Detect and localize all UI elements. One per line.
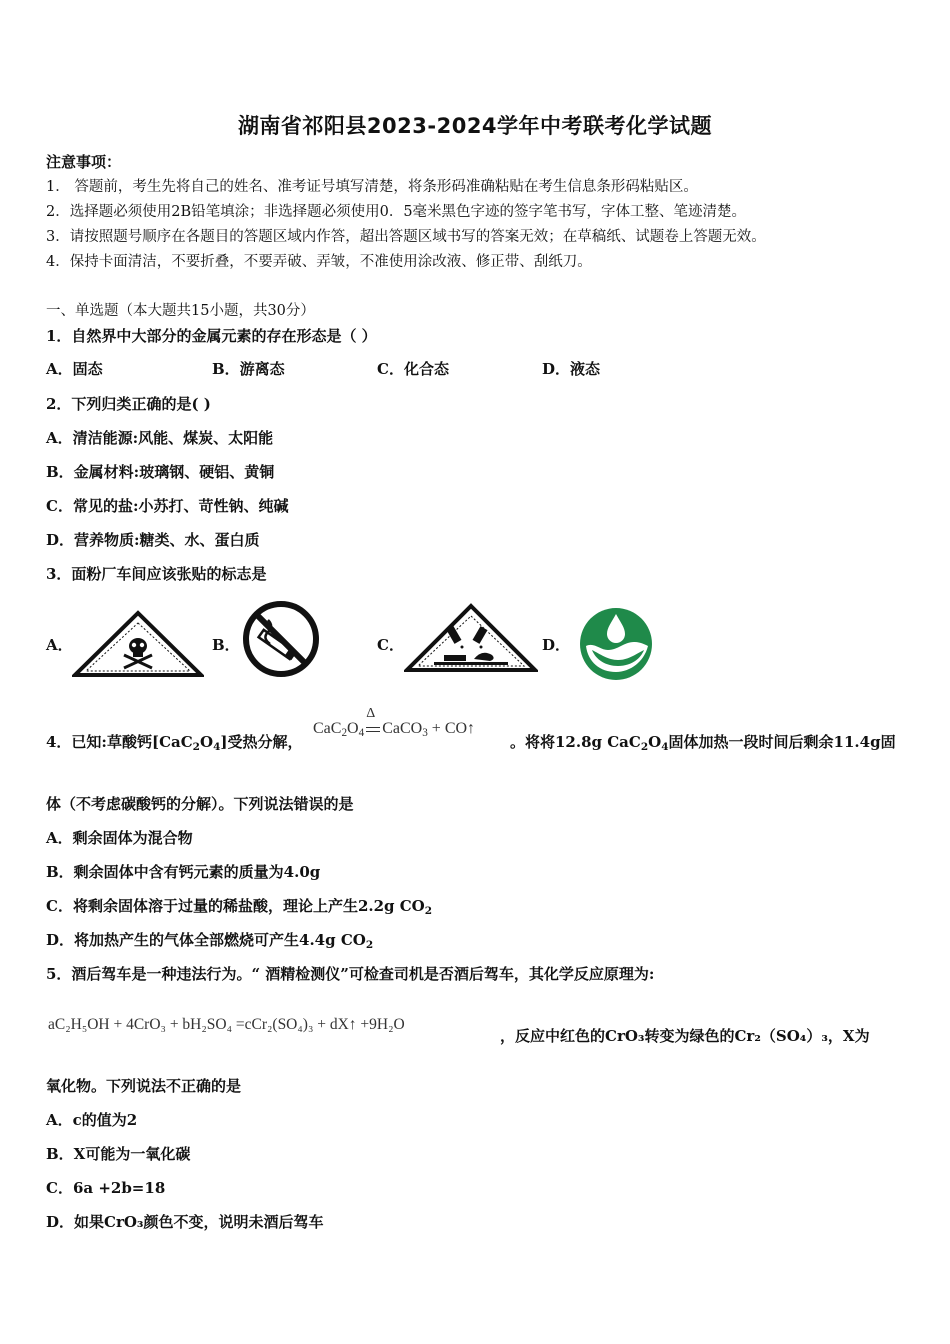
q4-option-a: A．剩余固体为混合物 — [46, 829, 193, 847]
q4-option-d: D．将加热产生的气体全部燃烧可产生4.4g $CO_2$ — [46, 931, 374, 951]
section-heading: 一、单选题（本大题共15小题，共30分） — [46, 303, 315, 319]
q1-option-d: D．液态 — [542, 360, 601, 378]
q1-option-b: B．游离态 — [212, 360, 285, 378]
q2-option-a: A．清洁能源:风能、煤炭、太阳能 — [46, 429, 274, 447]
q2-option-b: B．金属材料:玻璃钢、硬铝、黄铜 — [46, 463, 275, 481]
notice-item: 4．保持卡面清洁，不要折叠，不要弄破、弄皱，不准使用涂改液、修正带、刮纸刀。 — [46, 254, 592, 270]
q2-option-d: D．营养物质:糖类、水、蛋白质 — [46, 531, 260, 549]
q5-option-c: C．6a +2b=18 — [46, 1179, 166, 1197]
q5-stem: 5．酒后驾车是一种违法行为。“ 酒精检测仪”可检查司机是否酒后驾车，其化学反应原理为: — [46, 965, 655, 983]
q1-stem: 1．自然界中大部分的金属元素的存在形态是（ ） — [46, 327, 377, 345]
q4-stem-line2: 体（不考虑碳酸钙的分解）。下列说法错误的是 — [46, 795, 354, 813]
notice-item: 3．请按照题号顺序在各题目的答题区域内作答，超出答题区域书写的答案无效；在草稿纸、试题卷上答题无效。 — [46, 229, 766, 245]
q2-stem: 2．下列归类正确的是( ) — [46, 395, 211, 413]
q5-stem-after-equation: ，反应中红色的CrO₃转变为绿色的Cr₂（SO₄）₃，X为 — [500, 1027, 870, 1045]
q5-option-b: B．X可能为一氧化碳 — [46, 1145, 191, 1163]
q4-stem-prefix: 4．已知:草酸钙$[CaC_2O_4]$受热分解， — [46, 733, 303, 753]
q5-option-d: D．如果CrO₃颜色不变，说明未酒后驾车 — [46, 1213, 324, 1231]
notice-item: 2．选择题必须使用2B铅笔填涂；非选择题必须使用0．5毫米黑色字迹的签字笔书写，字体工整、笔迹清楚。 — [46, 204, 747, 220]
q2-option-c: C．常见的盐:小苏打、苛性钠、纯碱 — [46, 497, 289, 515]
q3-label-c: C． — [377, 636, 404, 654]
q3-stem: 3．面粉厂车间应该张贴的标志是 — [46, 565, 267, 583]
q4-option-b: B．剩余固体中含有钙元素的质量为4.0g — [46, 863, 321, 881]
q4-equation: $CaC_2O_4$ Δ CaCO$_3$ + CO↑ — [313, 706, 476, 739]
q4-option-c: C．将剩余固体溶于过量的稀盐酸，理论上产生2.2g $CO_2$ — [46, 897, 433, 917]
corrosive-warning-sign — [404, 603, 538, 673]
notice-heading: 注意事项： — [46, 153, 122, 171]
q5-equation: aC₂H₅OH + 4CrO₃ + bH₂SO₄ =cCr₂(SO₄)₃ + dX↑ +9H₂O — [48, 1016, 405, 1033]
page-title: 湖南省祁阳县2023-2024学年中考联考化学试题 — [237, 114, 713, 138]
q1-option-a: A．固态 — [46, 360, 103, 378]
q1-option-c: C．化合态 — [377, 360, 449, 378]
q3-label-a: A． — [46, 636, 73, 654]
q5-stem-line2: 氧化物。下列说法不正确的是 — [46, 1077, 242, 1095]
toxic-warning-sign — [72, 610, 204, 678]
q5-option-a: A．c的值为2 — [46, 1111, 138, 1129]
water-saving-sign — [578, 606, 654, 682]
notice-item: 1． 答题前，考生先将自己的姓名、准考证号填写清楚，将条形码准确粘贴在考生信息条形码粘贴区。 — [46, 179, 698, 195]
q4-stem-suffix: 。将将12.8g $CaC_2O_4$固体加热一段时间后剩余11.4g固 — [510, 733, 896, 753]
delta-symbol: Δ — [366, 706, 376, 721]
q3-label-b: B． — [212, 636, 240, 654]
q3-label-d: D． — [542, 636, 571, 654]
no-smoking-sign — [242, 600, 320, 678]
